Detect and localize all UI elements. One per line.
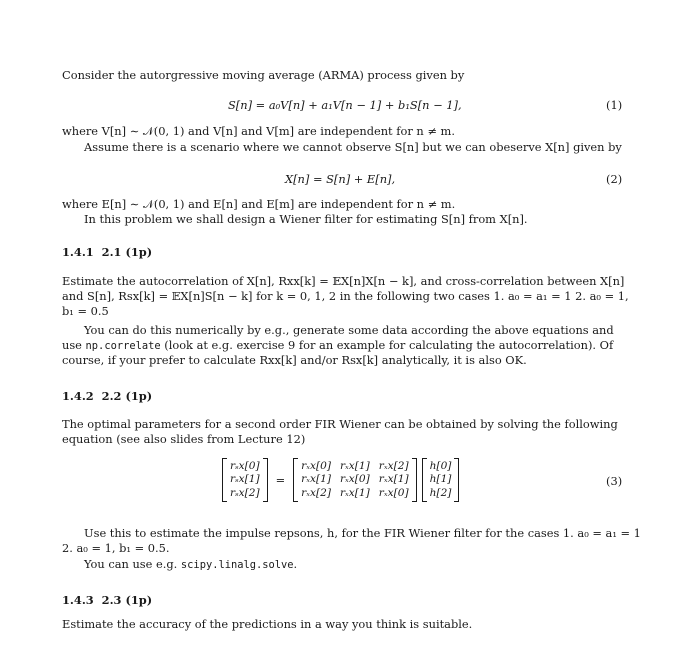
design-text: In this problem we shall design a Wiener filter for estimating S[n] from X[n]. (84, 212, 528, 226)
section-3-line-1: Estimate the accuracy of the predictions in a way you think is suitable. (62, 617, 473, 631)
h-vector: h[0] h[1] h[2] (429, 459, 452, 499)
section-2-number: 1.4.2 (62, 389, 94, 403)
section-2-heading (62, 389, 152, 403)
assume-text: Assume there is a scenario where we cannot observe S[n] but we can obeserve X[n] given by (84, 140, 622, 154)
where-1-text: where V[n] ∼ 𝒩(0, 1) and V[n] and V[m] are independent for n ≠ m. (62, 124, 455, 138)
section-1-line-1: Estimate the autocorrelation of X[n], Rxx[k] = 𝔼X[n]X[n − k], and cross-correlation between X[n] (62, 274, 625, 288)
equation-1: S[n] = a₀V[n] + a₁V[n − 1] + b₁S[n − 1], (228, 98, 462, 112)
section-3-title: 2.3 (1p) (101, 593, 153, 607)
equals-sign: = (275, 473, 286, 487)
equation-1-number: (1) (606, 98, 623, 112)
equation-3-number: (3) (606, 474, 623, 488)
section-1-para-2-line-1: You can do this numerically by e.g., generate some data according the above equations and (84, 323, 614, 337)
equation-2-number: (2) (606, 172, 623, 186)
section-2-line-2: equation (see also slides from Lecture 12) (62, 432, 306, 446)
section-3-number: 1.4.3 (62, 593, 94, 607)
intro-text: Consider the autorgressive moving average (ARMA) process given by (62, 68, 465, 82)
section-2-can-line: You can use e.g. scipy.linalg.solve. (84, 557, 298, 571)
equation-2: X[n] = S[n] + E[n], (285, 172, 396, 186)
np-correlate-code: np.correlate (85, 340, 161, 352)
section-1-line-3: b₁ = 0.5 (62, 304, 109, 318)
correlation-matrix: rₓx[0] rₓx[1] rₓx[2] rₓx[1] rₓx[0] rₓx[1] rₓx[2] rₓx[1] rₓx[0] (301, 459, 409, 499)
scipy-solve-code: scipy.linalg.solve (180, 559, 294, 571)
lhs-vector: rₛx[0] rₛx[1] rₛx[2] (230, 459, 260, 499)
matrix-equation (222, 458, 459, 502)
section-2-line-1: The optimal parameters for a second order FIR Wiener can be obtained by solving the following (62, 417, 618, 431)
section-1-title: 2.1 (1p) (101, 245, 153, 259)
section-3-heading (62, 593, 152, 607)
section-1-para-2-line-3: course, if your prefer to calculate Rxx[k] and/or Rsx[k] analytically, it is also OK. (62, 353, 527, 367)
section-1-line-2: and S[n], Rsx[k] = 𝔼X[n]S[n − k] for k = 0, 1, 2 in the following two cases 1. a₀ = a₁ = 1 2. a₀ = 1, (62, 289, 629, 303)
section-2-use-line-2: 2. a₀ = 1, b₁ = 0.5. (62, 541, 170, 555)
section-2-title: 2.2 (1p) (101, 389, 153, 403)
section-1-number: 1.4.1 (62, 245, 94, 259)
section-2-use-line-1: Use this to estimate the impulse repsons, h, for the FIR Wiener filter for the cases 1. a₀ = a₁ = 1 (84, 526, 641, 540)
section-1-heading (62, 245, 152, 259)
where-2-text: where E[n] ∼ 𝒩(0, 1) and E[n] and E[m] are independent for n ≠ m. (62, 197, 456, 211)
section-1-para-2-line-2: use np.correlate (look at e.g. exercise 9 for an example for calculating the autocorrelation). Of (62, 338, 614, 352)
